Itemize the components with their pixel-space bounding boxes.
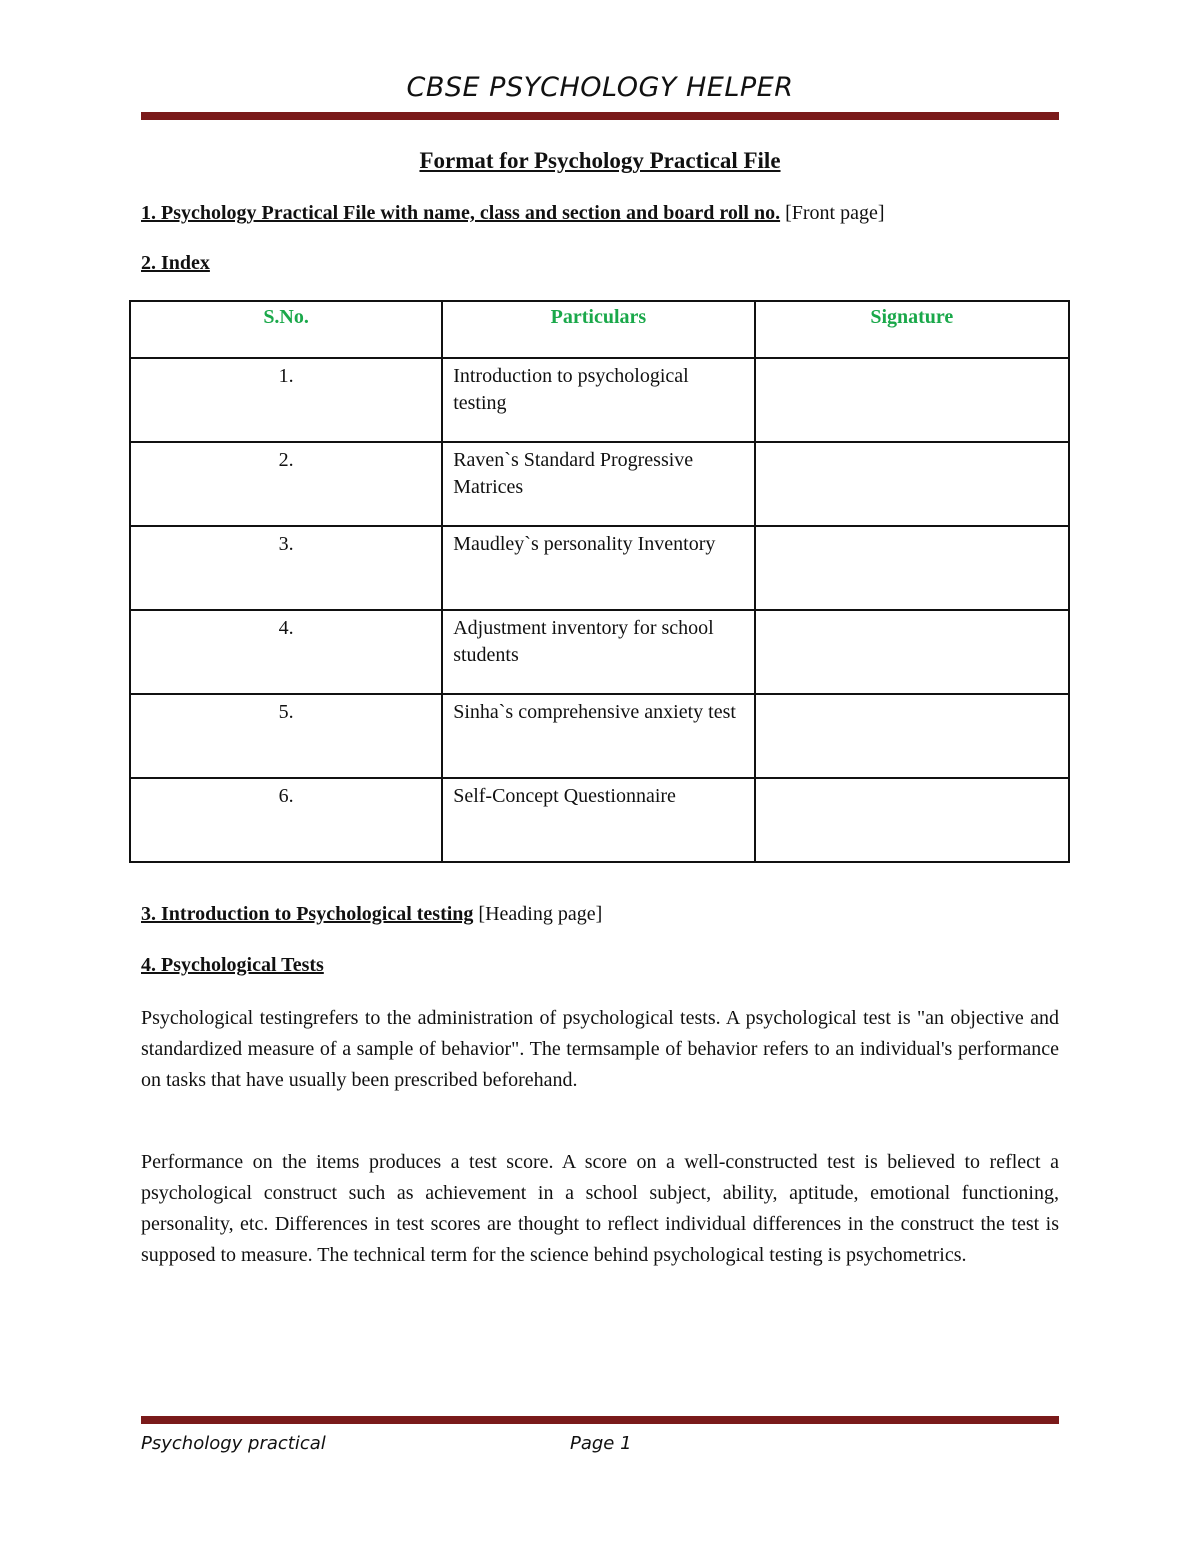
item-introduction-label: 3. Introduction to Psychological testing [141,903,474,925]
table-row [130,526,1069,610]
document-title: Format for Psychology Practical File [419,148,781,173]
item-psychological-tests-label: 4. Psychological Tests [141,954,324,976]
row-particular: Introduction to psychological testing [442,358,754,442]
col-header-particulars: Particulars [442,301,754,358]
header-rule [141,112,1059,120]
item-psychological-tests [141,954,324,977]
table-row [130,358,1069,442]
item-introduction [141,903,602,926]
row-particular: Raven`s Standard Progressive Matrices [442,442,754,526]
col-header-sno: S.No. [130,301,442,358]
row-signature [755,358,1069,442]
row-signature [755,610,1069,694]
row-number: 3. [130,526,442,610]
paragraph-testing-definition: Psychological testingrefers to the administration of psychological tests. A psychological test is "an objective and standardized measure of a sample of behavior". The termsample of behavior refers to an individual's performance on tasks that have usually been prescribed beforehand. [141,1007,1059,1091]
row-signature [755,442,1069,526]
row-particular: Adjustment inventory for school students [442,610,754,694]
item-index-label: 2. Index [141,252,210,274]
table-row [130,778,1069,862]
paragraph-test-score: Performance on the items produces a test score. A score on a well-constructed test is believed to reflect a psychological construct such as achievement in a school subject, ability, aptitude, emotional functioning, personality, etc. Differences in test scores are thought to reflect individual differences in the construct the test is supposed to measure. The technical term for the science behind psychological testing is psychometrics. [141,1151,1059,1266]
row-signature [755,694,1069,778]
table-row [130,442,1069,526]
row-number: 5. [130,694,442,778]
row-signature [755,778,1069,862]
row-number: 1. [130,358,442,442]
row-number: 4. [130,610,442,694]
page-header-title: CBSE PSYCHOLOGY HELPER [406,72,794,103]
row-particular: Self-Concept Questionnaire [442,778,754,862]
item-front-page [141,202,885,225]
row-number: 2. [130,442,442,526]
table-row [130,610,1069,694]
col-header-signature: Signature [755,301,1069,358]
table-row [130,694,1069,778]
row-particular: Sinha`s comprehensive anxiety test [442,694,754,778]
footer-rule [141,1416,1059,1424]
index-table-header-row [130,301,1069,358]
item-front-page-label: 1. Psychology Practical File with name, class and section and board roll no. [141,202,781,224]
item-introduction-note: [Heading page] [473,903,603,925]
item-index [141,252,210,275]
footer-subject: Psychology practical [141,1433,326,1454]
index-table [129,300,1070,863]
row-signature [755,526,1069,610]
item-front-page-note: [Front page] [780,202,885,224]
footer-page-number: Page 1 [570,1433,632,1454]
row-number: 6. [130,778,442,862]
row-particular: Maudley`s personality Inventory [442,526,754,610]
